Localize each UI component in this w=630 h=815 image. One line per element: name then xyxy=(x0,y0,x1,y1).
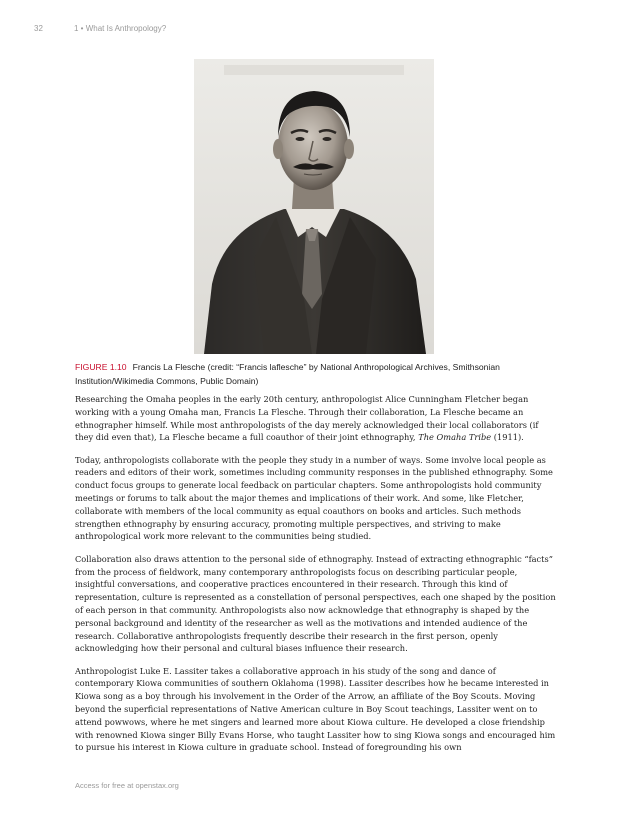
portrait-photo xyxy=(194,59,434,354)
paragraph: Today, anthropologists collaborate with the people they study in a number of ways. Some involve local people as readers and editors of their work, sometimes including community responses in the published ethnography. Some conduct focus groups to generate local feedback on particular chapters. Some anthropologists hold community meetings or forums to talk about the major themes and implications of their work. And some, like Fletcher, collaborate with members of the local community as equal coauthors on books and articles. Such methods strengthen ethnography by ensuring accuracy, promoting multiple perspectives, and striving to make anthropological work more relevant to the communities being studied. xyxy=(75,454,553,542)
paragraph-text: (1911). xyxy=(491,432,524,443)
paragraph xyxy=(75,393,557,444)
chapter-title: 1 • What Is Anthropology? xyxy=(74,24,167,33)
body-text xyxy=(75,393,557,764)
figure-label: FIGURE 1.10 xyxy=(75,362,127,372)
paragraph: Collaboration also draws attention to the personal side of ethnography. Instead of extracting ethnographic “facts” from the process of fieldwork, many contemporary anthropologists focus on describing particular people, insightful conversations, and cooperative practices encountered in their research. Through this kind of representation, culture is represented as a constellation of personal perspectives, each one shaped by the position of each person in that community. Anthropologists also now acknowledge that ethnography is shaped by the personal background and identity of the researcher as well as the motivations and intended audience of the research. Collaborative anthropologists frequently describe their research in the first person, openly acknowledging how their personal and cultural biases influence their research. xyxy=(75,553,556,654)
figure-caption xyxy=(75,360,555,388)
book-title: The Omaha Tribe xyxy=(418,432,492,443)
paragraph-text: Researching the Omaha peoples in the early 20th century, anthropologist Alice Cunningham Fletcher began working with a young Omaha man, Francis La Flesche. Through their collaboration, La Flesche became an ethnographer himself. While most anthropologists of the day merely acknowledged their local collaborators (if they did even that), La Flesche became a full coauthor of their joint ethnography, xyxy=(75,394,539,443)
page-number: 32 xyxy=(34,24,43,33)
figure-caption-text: Francis La Flesche (credit: “Francis laflesche” by National Anthropological Archives, Smithsonian Institution/Wikimedia Commons, Public Domain) xyxy=(75,362,500,386)
paragraph: Anthropologist Luke E. Lassiter takes a collaborative approach in his study of the song and dance of contemporary Kiowa communities of southern Oklahoma (1998). Lassiter describes how he became interested in Kiowa song as a boy through his involvement in the Order of the Arrow, an affiliate of the Boy Scouts. Moving beyond the superficial representations of Native American culture in Boy Scout teachings, Lassiter went on to attend powwows, where he met singers and learned more about Kiowa culture. He developed a close friendship with renowned Kiowa singer Billy Evans Horse, who taught Lassiter how to sing Kiowa songs and encouraged him to pursue his interest in Kiowa culture in graduate school. Instead of foregrounding his own xyxy=(75,665,556,753)
page-footer[interactable]: Access for free at openstax.org xyxy=(75,781,179,790)
